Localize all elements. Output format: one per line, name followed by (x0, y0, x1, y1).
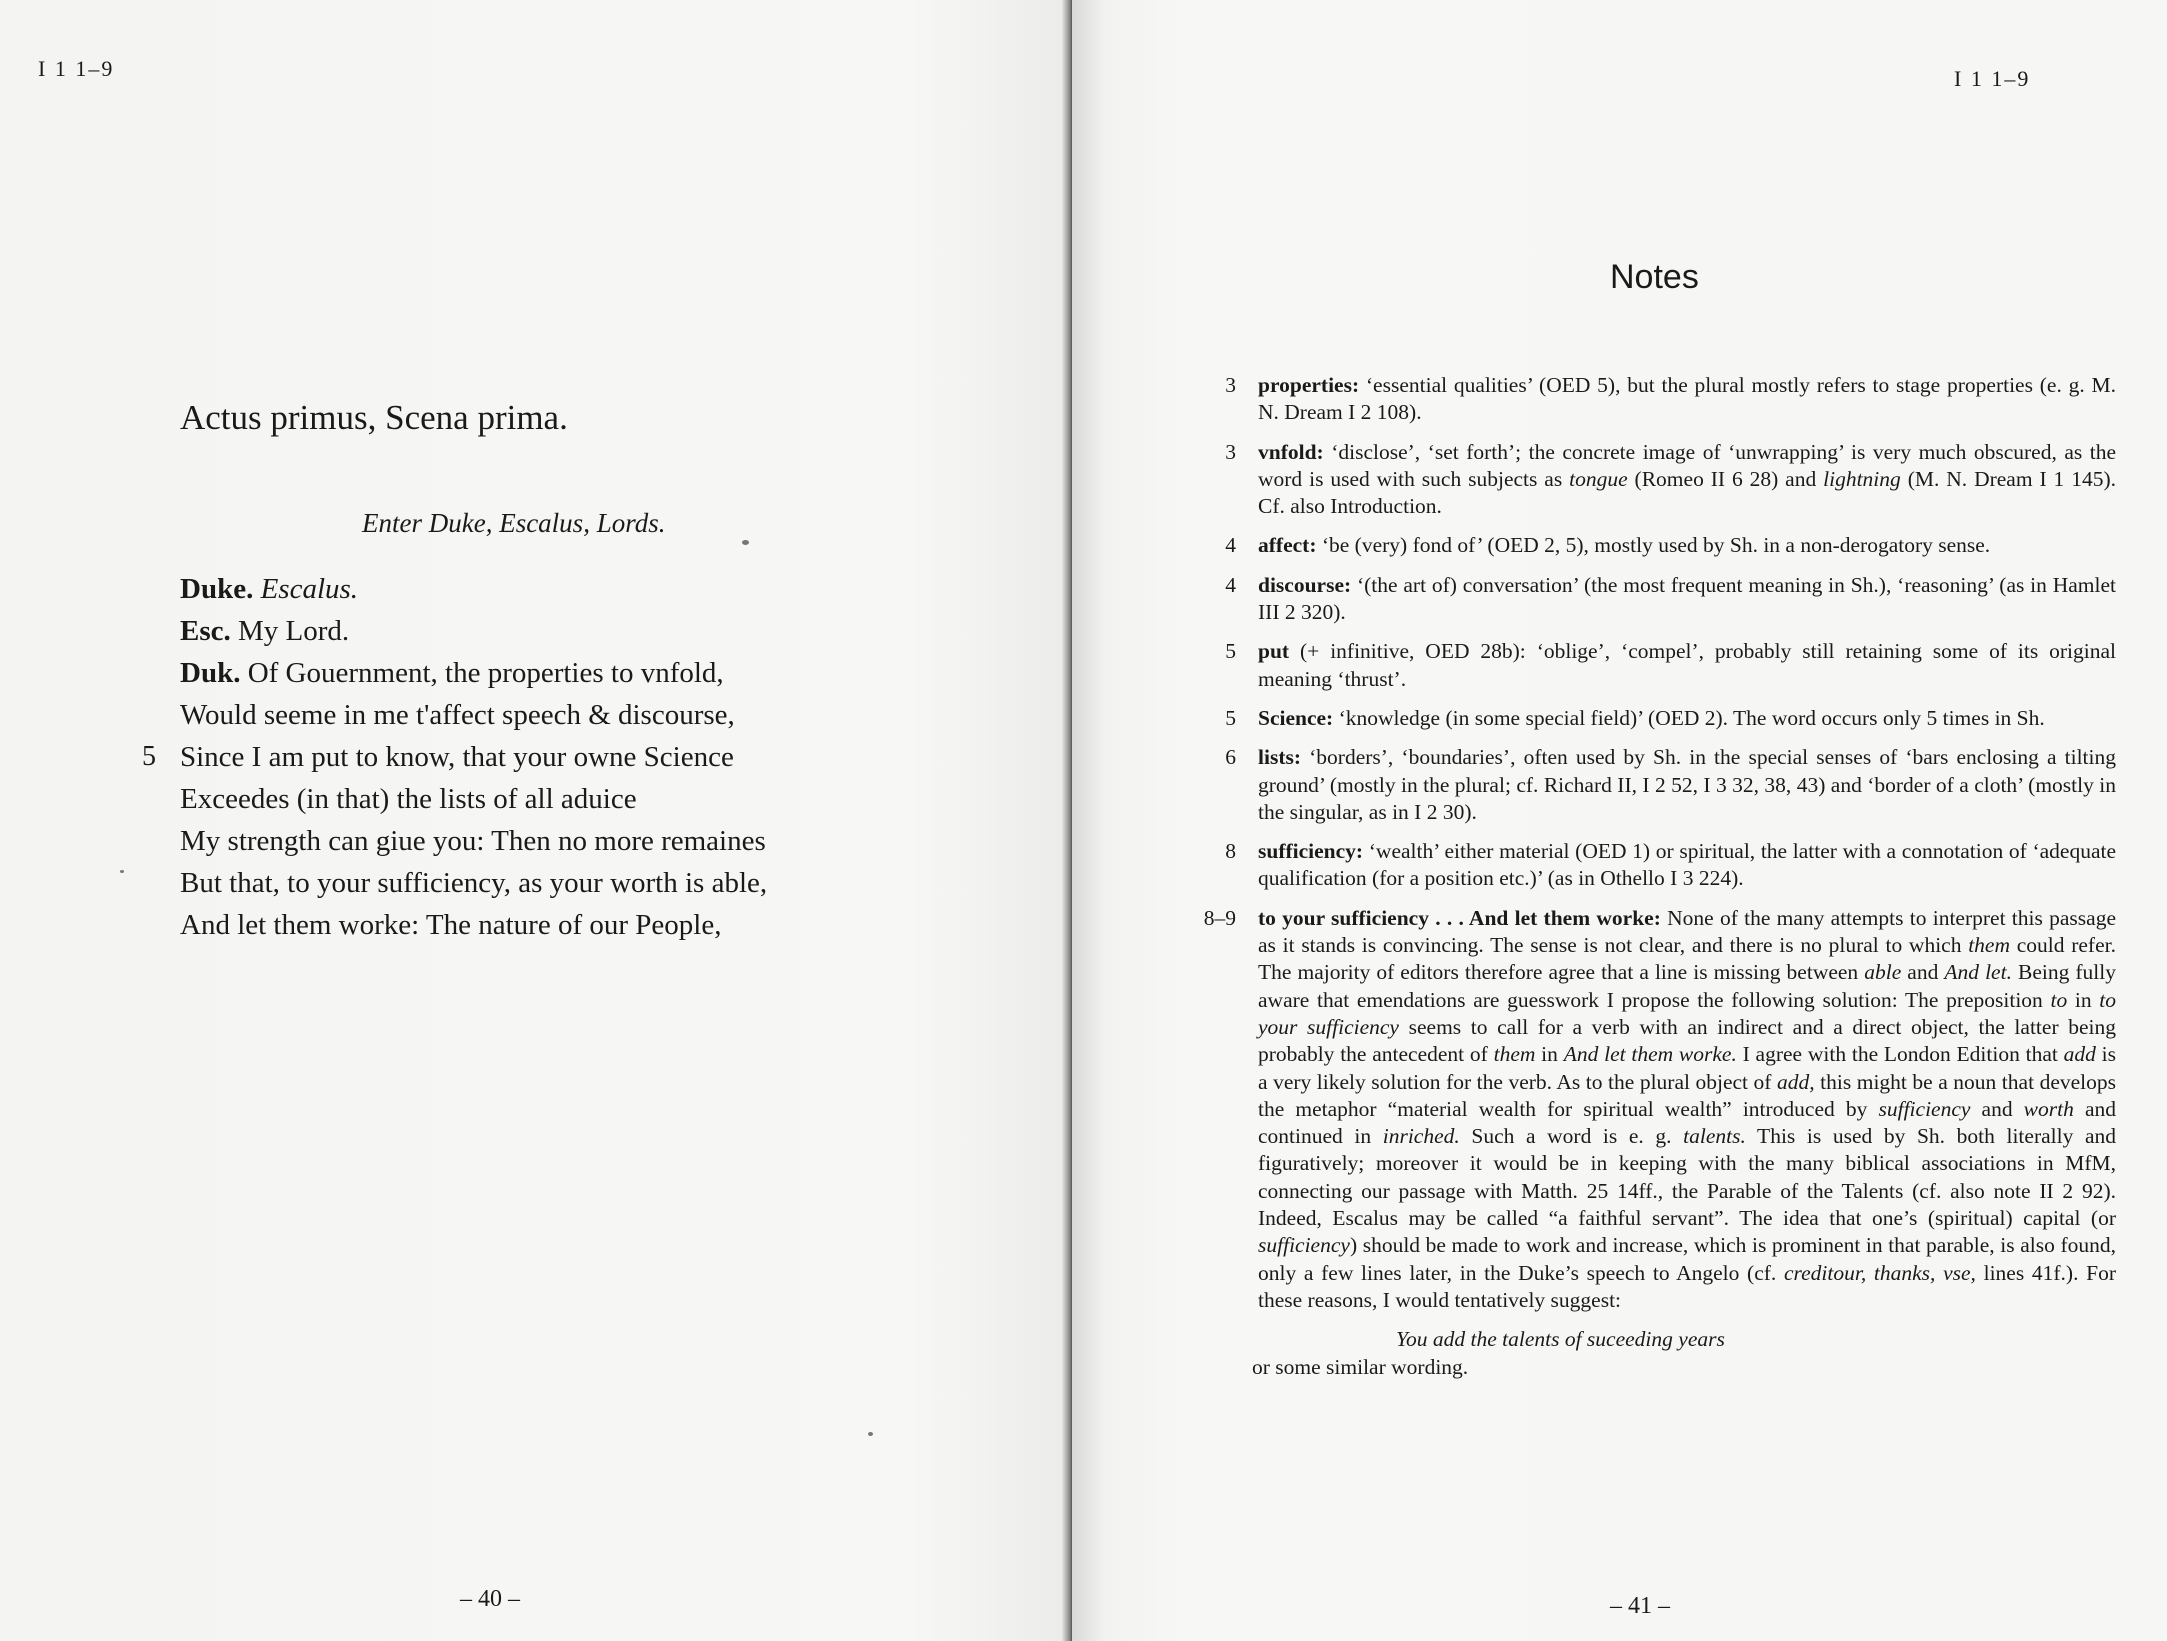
note-text: seems to call for a verb with an indirect and a direct object, the latter being probably the antecedent of (1258, 1014, 2116, 1067)
note-entry (1196, 572, 2116, 627)
note-line-ref: 4 (1225, 572, 1236, 597)
left-page (0, 0, 1072, 1641)
note-text: ‘essential qualities’ (OED 5), but the plural mostly refers to stage properties (e. g. M. N. Dream I 2 108). (1258, 373, 2116, 425)
note-term: to your sufficiency . . . And let them worke: (1258, 905, 1661, 930)
note-italic-text: lightning (1823, 466, 1901, 491)
note-italic-text: add, (1776, 1069, 1815, 1094)
suggested-line: You add the talents of suceeding years (1396, 1327, 1725, 1352)
play-line (180, 862, 880, 904)
note-italic-text: able (1864, 960, 1902, 985)
speaker-name: Esc. (180, 615, 231, 647)
notes-title: Notes (1610, 258, 1699, 296)
play-text (142, 568, 880, 946)
note-italic-text: to (2050, 987, 2068, 1012)
note-text: in (2067, 987, 2100, 1012)
note-italic-text: them (1493, 1042, 1536, 1067)
note-entry (1196, 838, 2116, 893)
line-text: Would seeme in me t'affect speech & discourse, (180, 699, 735, 731)
speaker-name: Duke. (180, 573, 254, 605)
note-italic-text: inriched. (1382, 1124, 1460, 1149)
notes-list (1196, 372, 2116, 1381)
note-entry (1196, 744, 2116, 826)
line-text: And let them worke: The nature of our People, (180, 909, 722, 941)
note-term: affect: (1258, 533, 1317, 558)
note-text: ‘knowledge (in some special field)’ (OED 2). The word occurs only 5 times in Sh. (1333, 705, 2045, 730)
closing-text: or some similar wording. (1252, 1354, 1469, 1379)
page-number-left: – 40 – (460, 1586, 520, 1612)
note-text: None of the many attempts to interpret this passage as it stands is convincing. The sense is not clear, and there is no plural to which (1258, 905, 2116, 958)
note-text: in (1535, 1042, 1564, 1067)
line-text: My strength can giue you: Then no more remaines (180, 825, 766, 857)
note-text: This is used by Sh. both literally and figuratively; moreover it would be in keeping with the many biblical associations in MfM, connecting our passage with Matth. 25 14ff., the Parable of the Talents (cf. also note II 2 92). Indeed, Escalus may be called “a faithful servant”. The idea that one’s (spiritual) capital (or (1258, 1124, 2116, 1231)
note-entry (1196, 532, 2116, 559)
note-entry (1196, 705, 2116, 732)
note-line-ref: 8 (1225, 839, 1236, 864)
ink-speck (120, 870, 124, 873)
note-line-ref: 8–9 (1203, 905, 1236, 930)
note-text: Such a word is e. g. (1459, 1124, 1684, 1149)
play-line (180, 694, 880, 736)
note-text: is a very likely solution for the verb. As to the plural object of (1258, 1042, 2117, 1094)
note-text: ‘be (very) fond of’ (OED 2, 5), mostly used by Sh. in a non-derogatory sense. (1316, 533, 1991, 558)
note-text: this might be a noun that develops the metaphor “material wealth for spiritual wealth” introduced by (1258, 1069, 2116, 1121)
note-text: and (1901, 960, 1945, 985)
page-number-right: – 41 – (1610, 1593, 1670, 1619)
running-head-left: I 1 1–9 (38, 56, 115, 81)
note-text: ‘wealth’ either material (OED 1) or spiritual, the latter with a connotation of ‘adequate qualification (for a position etc.)’ (as in Othello I 3 224). (1258, 839, 2116, 891)
note-italic-text: to your sufficiency (1258, 987, 2116, 1039)
scene-title: Actus primus, Scena prima. (180, 398, 568, 437)
play-line (180, 568, 880, 610)
note-line-ref: 3 (1225, 439, 1236, 464)
note-entry (1196, 905, 2116, 1314)
note-term: vnfold: (1258, 439, 1324, 464)
note-term: properties: (1258, 373, 1360, 397)
note-text: (M. N. Dream I 1 145). Cf. also Introduction. (1258, 466, 2116, 519)
line-text: Since I am put to know, that your owne Science (180, 741, 734, 773)
note-italic-text: worth (2023, 1096, 2074, 1121)
note-italic-text: sufficiency (1878, 1096, 1971, 1121)
note-text: lines 41f.). For these reasons, I would tentatively suggest: (1258, 1260, 2117, 1312)
note-text: and (1970, 1096, 2024, 1121)
note-text: ‘borders’, ‘boundaries’, often used by Sh. in the special senses of ‘bars enclosing a tilting ground’ (mostly in the plural; cf. Richard II, I 2 52, I 3 32, 38, 43) and ‘border of a cloth’ (mostly in the singular, as in I 2 30). (1258, 745, 2116, 824)
ink-speck (742, 540, 749, 545)
line-text: But that, to your sufficiency, as your worth is able, (180, 867, 768, 899)
running-head-right: I 1 1–9 (1954, 66, 2031, 91)
note-text: ) should be made to work and increase, which is prominent in that parable, is also found, only a few lines later, in the Duke’s speech to Angelo (cf. (1258, 1233, 2116, 1285)
note-italic-text: add (2063, 1042, 2096, 1067)
note-entry (1196, 372, 2116, 427)
play-line (142, 736, 880, 778)
note-italic-text: And let. (1944, 960, 2012, 985)
note-entry (1196, 638, 2116, 693)
ink-speck (868, 1432, 873, 1436)
speaker-name: Duk. (180, 657, 241, 689)
line-text: Of Gouernment, the properties to vnfold, (247, 657, 724, 689)
note-text: and continued in (1258, 1096, 2117, 1149)
note-line-ref: 4 (1225, 533, 1236, 558)
note-line-ref: 5 (1225, 639, 1236, 664)
play-line (180, 904, 880, 946)
stage-direction: Enter Duke, Escalus, Lords. (362, 508, 666, 538)
play-line (180, 778, 880, 820)
play-line (180, 610, 880, 652)
note-term: discourse: (1258, 572, 1352, 597)
line-text: My Lord. (238, 615, 350, 647)
note-italic-text: creditour, thanks, vse, (1783, 1260, 1976, 1285)
play-line (180, 820, 880, 862)
note-text: (Romeo II 6 28) and (1627, 466, 1824, 491)
note-text: (+ infinitive, OED 28b): ‘oblige’, ‘compel’, probably still retaining some of its original meaning ‘thrust’. (1258, 639, 2116, 691)
note-italic-text: talents. (1683, 1124, 1746, 1149)
play-line (180, 652, 880, 694)
note-term: sufficiency: (1258, 839, 1364, 864)
line-number: 5 (142, 741, 156, 772)
note-term: lists: (1258, 745, 1301, 770)
note-line-ref: 3 (1225, 373, 1236, 397)
note-line-ref: 6 (1225, 745, 1236, 770)
note-italic-text: sufficiency (1258, 1233, 1350, 1258)
note-entry (1196, 439, 2116, 521)
note-text: could refer. The majority of editors therefore agree that a line is missing between (1258, 933, 2116, 985)
line-text: Exceedes (in that) the lists of all aduice (180, 783, 637, 815)
note-term: put (1258, 639, 1290, 664)
addressee: Escalus. (260, 573, 359, 605)
note-italic-text: And let them worke. (1563, 1042, 1737, 1067)
note-text: ‘(the art of) conversation’ (the most frequent meaning in Sh.), ‘reasoning’ (as in Hamlet III 2 320). (1258, 572, 2116, 625)
note-line-ref: 5 (1225, 705, 1236, 730)
note-text: I agree with the London Edition that (1736, 1042, 2064, 1067)
note-italic-text: them (1968, 933, 2010, 958)
note-italic-text: tongue (1569, 466, 1628, 491)
note-text: ‘disclose’, ‘set forth’; the concrete image of ‘unwrapping’ is very much obscured, as the word is used with such subjects as (1258, 439, 2116, 491)
note-term: Science: (1258, 705, 1334, 730)
note-text: Being fully aware that emendations are guesswork I propose the following solution: The preposition (1258, 960, 2117, 1012)
